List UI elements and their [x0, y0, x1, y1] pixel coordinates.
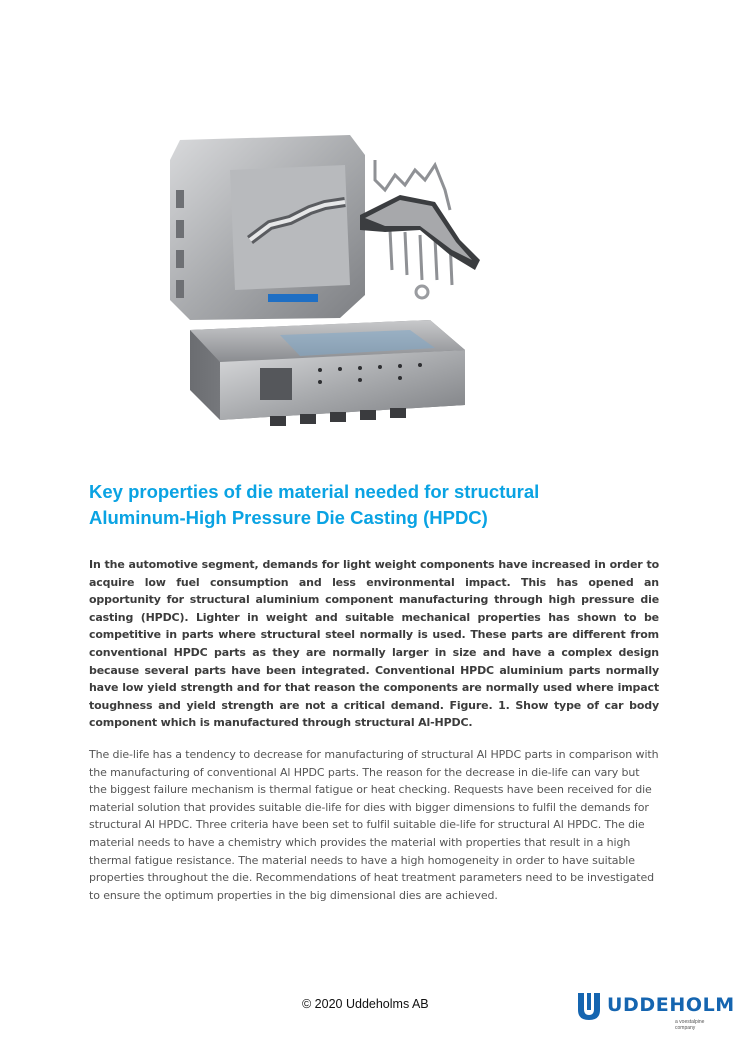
body-paragraph: The die-life has a tendency to decrease for manufacturing of structural Al HPDC parts in comparison with the manufacturing of conventional Al HPDC parts. The reason for the decrease in die-life can vary but the biggest failure mechanism is thermal fatigue or heat checking. Requests have been received for die material solution that provides suitable die-life for dies with bigger dimensions to fulfil the demands for structural Al HPDC. Three criteria have been set to fulfil suitable die-life for structural Al HPDC. The die material needs to have a chemistry which provides the material with properties that result in a high thermal fatigue resistance. The material needs to have a high homogeneity in order to have suitable properties throughout the die. Recommendations of heat treatment parameters need to be investigated to ensure the optimum properties in the big dimensional dies are achieved. — [89, 748, 659, 902]
title-line-1: Key properties of die material needed for structural — [89, 481, 540, 502]
uddeholm-logo — [576, 991, 735, 1031]
document-title — [89, 479, 649, 531]
copyright-notice: © 2020 Uddeholms AB — [302, 997, 429, 1011]
intro-paragraph: In the automotive segment, demands for light weight components have increased in order to acquire low fuel consumption and less environmental impact. This has opened an opportunity for structural aluminium component manufacturing through high pressure die casting (HPDC). Lighter in weight and suitable mechanical properties has shown to be competitive in parts where structural steel normally is used. These parts are different from conventional HPDC parts as they are normally larger in size and have a complex design because several parts have been integrated. Conventional HPDC aluminium parts normally have low yield strength and for that reason the components are normally used where impact toughness and yield strength are not a critical demand. Figure. 1. Show type of car body component which is manufactured through structural Al-HPDC. — [89, 558, 659, 730]
uddeholm-logo-icon — [576, 991, 602, 1021]
logo-tagline: a voestalpine company — [675, 1019, 705, 1031]
logo-wordmark: UDDEHOLM — [607, 994, 735, 1016]
die-casting-tool-image — [160, 120, 500, 440]
title-line-2: Aluminum-High Pressure Die Casting (HPDC) — [89, 507, 488, 528]
